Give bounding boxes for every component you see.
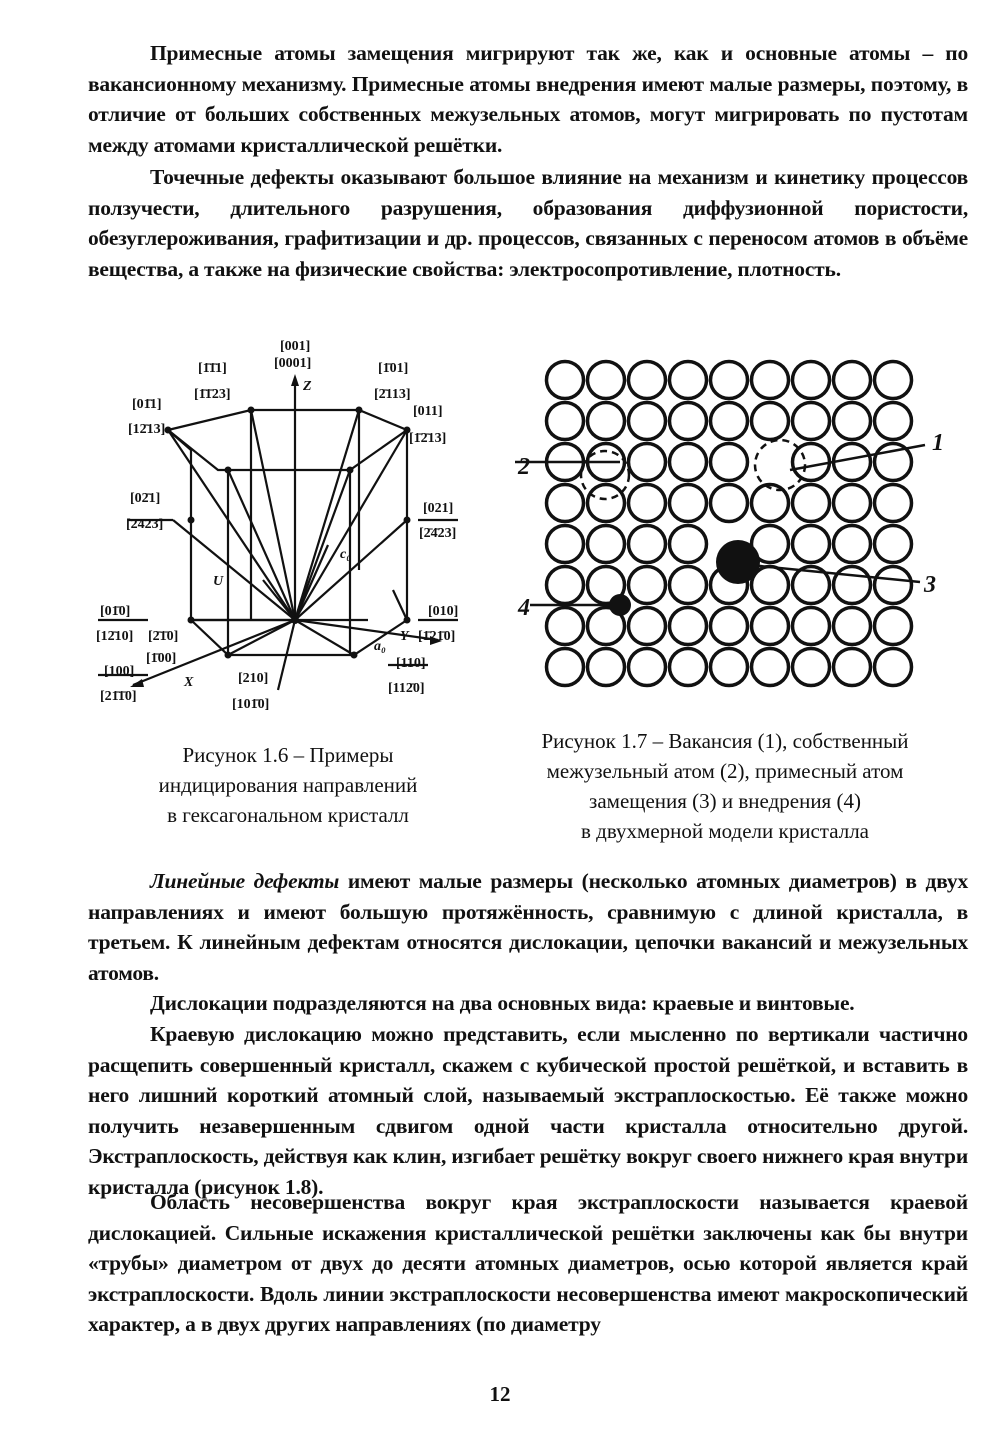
label-001: [001]	[280, 339, 311, 354]
lattice-atom	[670, 403, 707, 440]
lattice-atom	[834, 362, 871, 399]
label-100-neg: [1̄00]	[146, 651, 177, 666]
label-a0: a₀	[374, 639, 386, 654]
caption-1-6-line-1: Рисунок 1.6 – Примеры	[182, 743, 394, 767]
label-210-neg: [2̄1̄0]	[148, 629, 179, 644]
label-1120: [112̄0]	[388, 681, 425, 696]
lattice-atom	[670, 444, 707, 481]
lattice-atom	[629, 567, 666, 604]
lattice-atom	[629, 526, 666, 563]
lattice-atom	[588, 362, 625, 399]
label-2423-neg: [24̄23]	[126, 517, 164, 532]
lattice-atom	[711, 444, 748, 481]
lattice-atom	[670, 526, 707, 563]
label-axis-y: Y	[400, 629, 409, 644]
label-1213-neg: [12̄13]	[128, 422, 166, 437]
term-linear-defects: Линейные дефекты	[150, 869, 340, 893]
lattice-atom	[629, 362, 666, 399]
label-111: [1̄1̄1]	[198, 361, 227, 376]
label-impurity-4: 4	[518, 595, 530, 621]
lattice-atom	[670, 649, 707, 686]
caption-figure-1-6	[118, 740, 458, 830]
lattice-atom	[670, 608, 707, 645]
label-1123: [1̄1̄23]	[194, 387, 231, 402]
lattice-atom	[834, 485, 871, 522]
lattice-atom	[834, 526, 871, 563]
lattice-atom	[547, 362, 584, 399]
label-substitution-3: 3	[924, 572, 936, 598]
lattice-atom	[547, 485, 584, 522]
label-1010: [101̄0]	[232, 697, 270, 712]
lattice-atom	[875, 485, 912, 522]
paragraph-substitution-atoms: Примесные атомы замещения мигрируют так же, как и основные атомы – по вакансионному механизму. Примесные атомы внедрения имеют малые размеры, поэтому, в отличие от больших собственных межузельных атомов, могут мигрировать по пустотам между атомами кристаллической решётки.	[88, 41, 968, 157]
lattice-atom	[875, 403, 912, 440]
label-axis-u: U	[213, 574, 224, 589]
label-0001: [0001]	[274, 356, 312, 371]
lattice-atom	[752, 649, 789, 686]
lattice-atom	[547, 403, 584, 440]
lattice-atom	[629, 403, 666, 440]
interstitial-impurity-atom	[609, 594, 631, 616]
label-021-neg: [02̄1]	[130, 491, 161, 506]
caption-1-7-line-3: замещения (3) и внедрения (4)	[589, 789, 861, 813]
lattice-atom	[547, 526, 584, 563]
paragraph-edge-dislocation: Краевую дислокацию можно представить, если мысленно по вертикали частично расщепить совершенный кристалл, скажем с кубической простой решёткой, и вставить в него лишний короткий атомный слой, называемый экстраплоскостью. Её также можно получить незавершенным сдвигом одной части кристалла относительно другой. Экстраплоскость, действуя как клин, изгибает решётку вокруг своего нижнего края внутри кристалла (рисунок 1.8).	[88, 1022, 969, 1199]
caption-1-7-line-4: в двухмерной модели кристалла	[580, 819, 870, 843]
label-210: [210]	[238, 671, 269, 686]
lattice-atom	[547, 649, 584, 686]
caption-figure-1-7	[490, 726, 960, 846]
lattice-atom	[834, 649, 871, 686]
label-011-neg: [01̄1]	[132, 397, 162, 412]
paragraph-dislocation-types: Дислокации подразделяются на два основных вида: краевые и винтовые.	[150, 991, 855, 1015]
figure-2d-crystal-model	[510, 350, 960, 710]
label-interstitial-2: 2	[518, 454, 530, 480]
lattice-atom	[752, 608, 789, 645]
lattice-atom	[588, 485, 625, 522]
label-vacancy-1: 1	[932, 430, 944, 456]
lattice-atom	[834, 608, 871, 645]
lattice-atom	[711, 649, 748, 686]
paragraph-linear-defects: Линейные дефекты имеют малые размеры (несколько атомных диаметров) в двух направлениях и имеют большую протяжённость, сравнимую с длиной кристалла, в третьем. К линейным дефектам относятся дислокации, цепочки вакансий и межузельных атомов.	[88, 869, 968, 985]
label-101: [1̄01]	[378, 361, 409, 376]
label-2113: [2̄113]	[374, 387, 411, 402]
lattice-atom	[793, 649, 830, 686]
label-010: [010]	[428, 604, 459, 619]
lattice-atom	[875, 526, 912, 563]
lattice-atom	[547, 608, 584, 645]
label-010-neg: [01̄0]	[100, 604, 131, 619]
lattice-atom	[588, 403, 625, 440]
lattice-atom	[629, 444, 666, 481]
label-110: [110]	[396, 656, 426, 671]
label-c0: c₀	[340, 547, 352, 562]
lattice-atom	[588, 526, 625, 563]
label-100: [100]	[104, 664, 135, 679]
lattice-atom	[752, 485, 789, 522]
lattice-atom	[711, 403, 748, 440]
lattice-atom	[629, 608, 666, 645]
lattice-atom	[547, 567, 584, 604]
lattice-atom	[793, 403, 830, 440]
lattice-atom	[670, 362, 707, 399]
lattice-atom	[834, 567, 871, 604]
caption-1-7-line-2: межузельный атом (2), примесный атом	[546, 759, 904, 783]
lattice-atom	[629, 649, 666, 686]
lattice-atom	[711, 362, 748, 399]
label-1213: [1̄2̄13]	[409, 431, 447, 446]
lattice-atom	[875, 362, 912, 399]
lattice-atom	[588, 649, 625, 686]
lattice-atom	[793, 608, 830, 645]
label-axis-x: X	[184, 675, 194, 690]
lattice-atom	[875, 649, 912, 686]
lattice-atom	[875, 608, 912, 645]
paragraph-imperfection-region: Область несовершенства вокруг края экстраплоскости называется краевой дислокацией. Сильные искажения кристаллической решётки заключены как бы внутри «трубы» диаметром от двух до десяти атомных диаметров, осью которой является край экстраплоскости. Вдоль линии экстраплоскости несовершенства имеют макроскопический характер, а в двух других направлениях (по диаметру	[88, 1190, 968, 1336]
caption-1-7-line-1: Рисунок 1.7 – Вакансия (1), собственный	[541, 729, 909, 753]
paragraph-point-defects: Точечные дефекты оказывают большое влияние на механизм и кинетику процессов ползучести, длительного разрушения, образования диффузионной пористости, обезуглероживания, графитизации и др. процессов, связанных с переносом атомов в объёме вещества, а также на физические свойства: электросопротивление, плотность.	[88, 165, 968, 281]
caption-1-6-line-2: индицирования направлений	[158, 773, 418, 797]
label-1210: [1̄21̄0]	[418, 629, 456, 644]
lattice-atom	[711, 485, 748, 522]
lattice-atom	[752, 403, 789, 440]
lattice-atom	[629, 485, 666, 522]
lattice-atom	[670, 485, 707, 522]
substitutional-atom	[716, 540, 760, 584]
label-axis-z: Z	[303, 379, 312, 394]
lattice-atom	[670, 567, 707, 604]
lattice-atom	[793, 362, 830, 399]
lattice-atom	[752, 362, 789, 399]
label-2423: [2̄4̄23]	[419, 526, 457, 541]
lattice-atom	[793, 526, 830, 563]
label-021: [021]	[423, 501, 454, 516]
lattice-atom	[834, 403, 871, 440]
label-2110: [21̄1̄0]	[100, 689, 137, 704]
caption-1-6-line-3: в гексагональном кристалл	[167, 803, 409, 827]
lattice-atom	[875, 567, 912, 604]
page-number: 12	[489, 1382, 511, 1406]
lattice-atom	[793, 485, 830, 522]
lattice-atom	[711, 608, 748, 645]
label-1210-neg: [12̄10]	[96, 629, 134, 644]
label-011: [011]	[413, 404, 443, 419]
figure-hexagonal-crystal	[88, 330, 488, 720]
